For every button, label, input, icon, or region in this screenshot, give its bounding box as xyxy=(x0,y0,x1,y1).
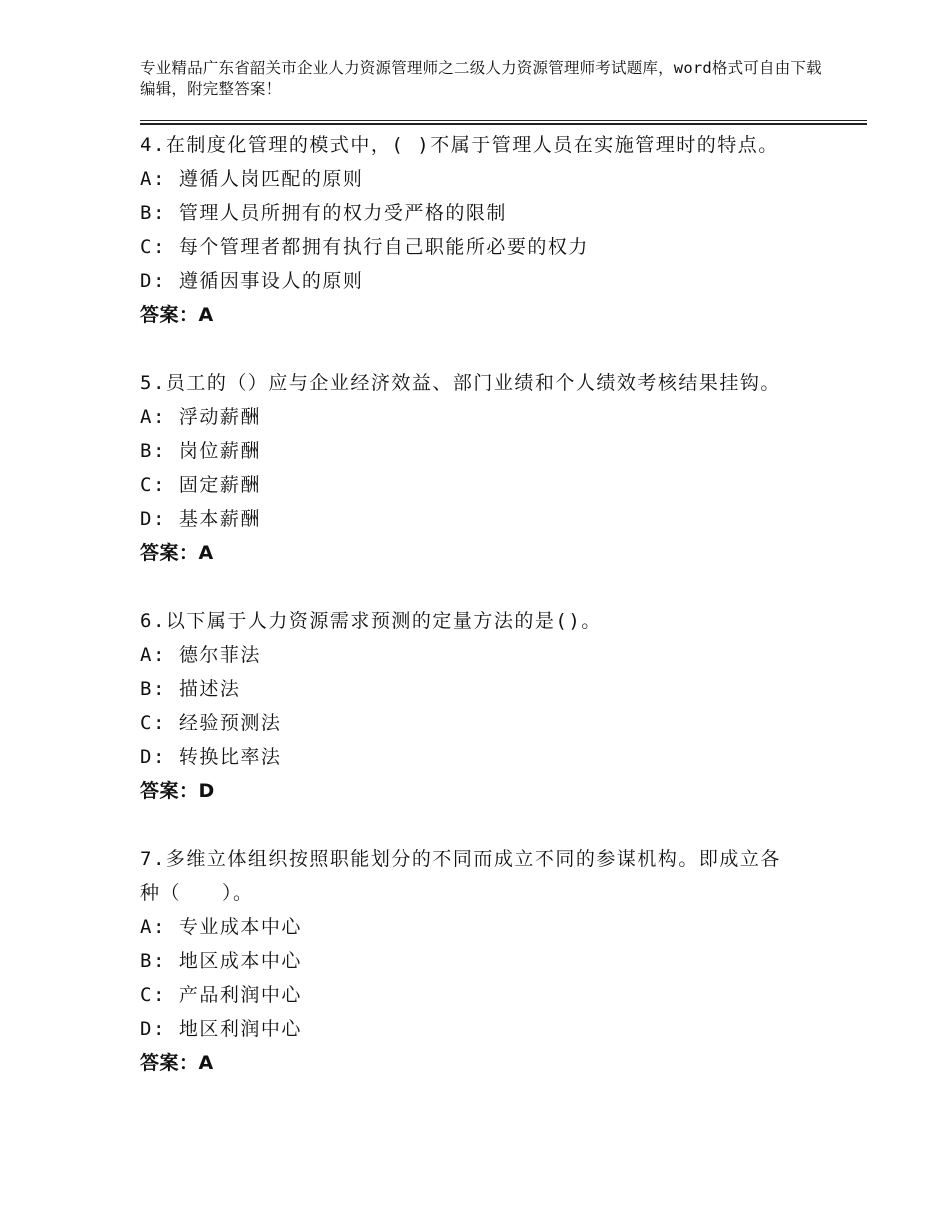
question-stem: 7.多维立体组织按照职能划分的不同而成立不同的参谋机构。即成立各种（ ）。 xyxy=(140,848,781,904)
option-d: D: 基本薪酬 xyxy=(140,508,261,530)
option-a: A: 遵循人岗匹配的原则 xyxy=(140,168,364,190)
option-d: D: 遵循因事设人的原则 xyxy=(140,270,364,292)
option-b: B: 地区成本中心 xyxy=(140,950,302,972)
question-4 xyxy=(140,128,800,332)
option-d: D: 转换比率法 xyxy=(140,746,282,768)
answer-label: 答案：A xyxy=(140,304,214,326)
question-6 xyxy=(140,604,800,808)
document-header: 专业精品广东省韶关市企业人力资源管理师之二级人力资源管理师考试题库，word格式可自由下载编辑，附完整答案！ xyxy=(140,59,822,98)
option-a: A: 德尔菲法 xyxy=(140,644,261,666)
option-b: B: 管理人员所拥有的权力受严格的限制 xyxy=(140,202,507,224)
option-d: D: 地区利润中心 xyxy=(140,1018,302,1040)
answer-label: 答案：A xyxy=(140,542,214,564)
question-5 xyxy=(140,366,800,570)
header-divider xyxy=(140,120,867,125)
option-c: C: 每个管理者都拥有执行自己职能所必要的权力 xyxy=(140,236,589,258)
option-b: B: 岗位薪酬 xyxy=(140,440,261,462)
option-c: C: 经验预测法 xyxy=(140,712,282,734)
question-stem: 6.以下属于人力资源需求预测的定量方法的是()。 xyxy=(140,610,602,632)
question-stem: 5.员工的（）应与企业经济效益、部门业绩和个人绩效考核结果挂钩。 xyxy=(140,372,781,394)
question-stem: 4.在制度化管理的模式中，( )不属于管理人员在实施管理时的特点。 xyxy=(140,134,779,156)
option-c: C: 固定薪酬 xyxy=(140,474,261,496)
option-c: C: 产品利润中心 xyxy=(140,984,302,1006)
option-a: A: 专业成本中心 xyxy=(140,916,302,938)
option-a: A: 浮动薪酬 xyxy=(140,406,261,428)
question-7 xyxy=(140,842,800,1080)
answer-label: 答案：D xyxy=(140,780,215,802)
answer-label: 答案：A xyxy=(140,1052,214,1074)
question-list xyxy=(140,128,800,1114)
option-b: B: 描述法 xyxy=(140,678,241,700)
